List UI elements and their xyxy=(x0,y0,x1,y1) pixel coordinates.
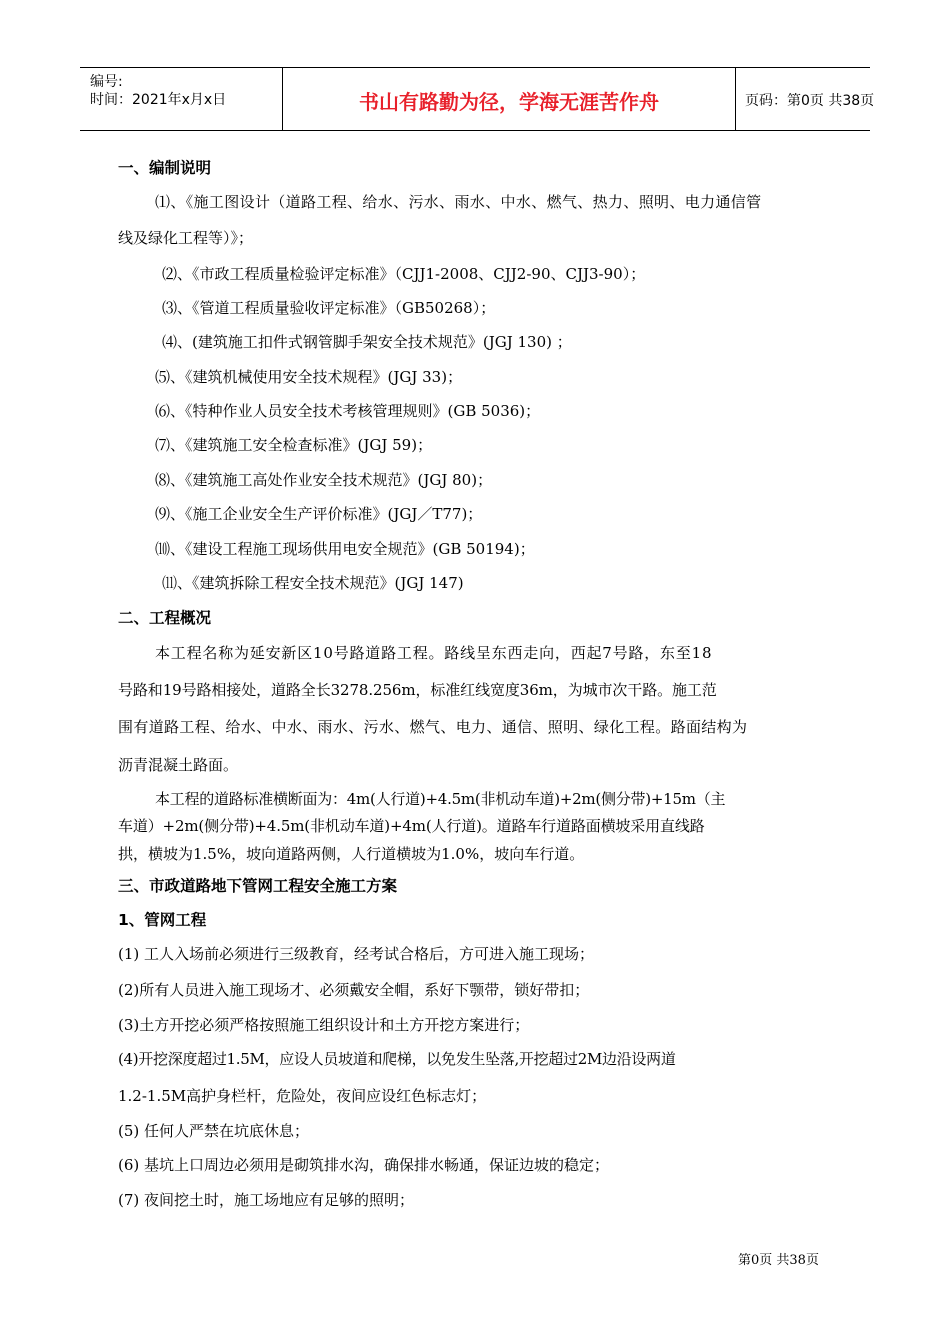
safety-item-4-line-1: (4)开挖深度超过1.5M，应设人员坡道和爬梯，以免发生坠落,开挖超过2M边沿设两道 xyxy=(118,1050,676,1068)
reference-3: ⑶、《管道工程质量验收评定标准》（GB50268）； xyxy=(162,299,496,317)
safety-item-6: (6) 基坑上口周边必须用是砌筑排水沟，确保排水畅通，保证边坡的稳定； xyxy=(118,1156,610,1174)
page-footer: 第0页 共38页 xyxy=(738,1253,819,1268)
overview-para-2-line-3: 拱，横坡为1.5%，坡向道路两侧，人行道横坡为1.0%，坡向车行道。 xyxy=(118,845,585,863)
overview-para-2-line-1: 本工程的道路标准横断面为：4m(人行道)+4.5m(非机动车道)+2m(侧分带)+15m（主 xyxy=(155,790,726,808)
reference-2: ⑵、《市政工程质量检验评定标准》（CJJ1-2008、CJJ2-90、CJJ3-90）； xyxy=(162,265,646,283)
overview-para-2-line-2: 车道）+2m(侧分带)+4.5m(非机动车道)+4m(人行道)。道路车行道路面横坡采用直线路 xyxy=(118,817,705,835)
reference-4: ⑷、(建筑施工扣件式钢管脚手架安全技术规范》(JGJ 130) ； xyxy=(162,333,572,351)
section-3-title: 三、市政道路地下管网工程安全施工方案 xyxy=(118,877,398,895)
subsection-1-title: 1、管网工程 xyxy=(118,911,207,929)
header-motto-cell xyxy=(282,68,736,130)
header-page-cell xyxy=(735,68,875,130)
motto-text: 书山有路勤为径，学海无涯苦作舟 xyxy=(359,90,659,114)
reference-9: ⑼、《施工企业安全生产评价标准》(JGJ／T77)； xyxy=(155,505,483,523)
doc-time-label: 时间：2021年x月x日 xyxy=(90,92,227,108)
reference-1-line-1: ⑴、《施工图设计（道路工程、给水、污水、雨水、中水、燃气、热力、照明、电力通信管 xyxy=(155,193,762,211)
reference-1-line-2: 线及绿化工程等）》； xyxy=(118,229,254,247)
overview-para-1-line-1: 本工程名称为延安新区10号路道路工程。路线呈东西走向，西起7号路，东至18 xyxy=(155,644,713,662)
reference-6: ⑹、《特种作业人员安全技术考核管理规则》(GB 5036)； xyxy=(155,402,541,420)
doc-number-label: 编号: xyxy=(90,74,123,90)
reference-8: ⑻、《建筑施工高处作业安全技术规范》(JGJ 80)； xyxy=(155,471,493,489)
reference-11: ⑾、《建筑拆除工程安全技术规范》(JGJ 147) xyxy=(162,574,464,592)
section-2-title: 二、工程概况 xyxy=(118,609,212,627)
reference-7: ⑺、《建筑施工安全检查标准》(JGJ 59)； xyxy=(155,436,433,454)
safety-item-2: (2)所有人员进入施工现场才、必须戴安全帽，系好下颚带，锁好带扣； xyxy=(118,981,590,999)
header-info-cell xyxy=(80,68,282,130)
safety-item-4-line-2: 1.2-1.5M高护身栏杆，危险处，夜间应设红色标志灯； xyxy=(118,1087,487,1105)
safety-item-3: (3)土方开挖必须严格按照施工组织设计和土方开挖方案进行； xyxy=(118,1016,530,1034)
safety-item-7: (7) 夜间挖土时，施工场地应有足够的照明； xyxy=(118,1191,415,1209)
safety-item-5: (5) 任何人严禁在坑底休息； xyxy=(118,1122,310,1140)
overview-para-1-line-2: 号路和19号路相接处，道路全长3278.256m，标准红线宽度36m，为城市次干路。施工范 xyxy=(118,681,717,699)
reference-5: ⑸、《建筑机械使用安全技术规程》(JGJ 33)； xyxy=(155,368,463,386)
section-1-title: 一、编制说明 xyxy=(118,159,212,177)
page-code: 页码：第0页 共38页 xyxy=(745,93,875,109)
safety-item-1: (1) 工人入场前必须进行三级教育，经考试合格后，方可进入施工现场； xyxy=(118,945,595,963)
overview-para-1-line-3: 围有道路工程、给水、中水、雨水、污水、燃气、电力、通信、照明、绿化工程。路面结构为 xyxy=(118,718,748,736)
overview-para-1-line-4: 沥青混凝土路面。 xyxy=(118,756,239,774)
reference-10: ⑽、《建设工程施工现场供用电安全规范》(GB 50194)； xyxy=(155,540,535,558)
document-header xyxy=(80,67,875,131)
